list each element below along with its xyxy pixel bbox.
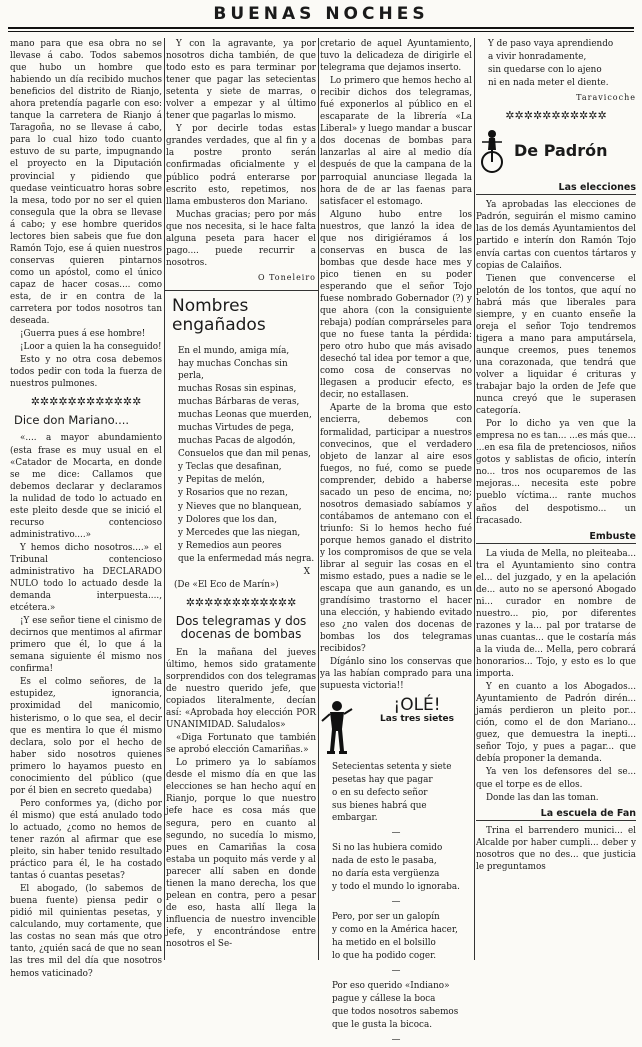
paragraph: Pero conformes ya, (dicho por él mismo) que está anulado todo lo actuado, ¿como no hemos de tener razón al afirmar que ese pleito, sin haber tenido resultado práctico para él, le ha costado tantas ó cuantas pesetas? <box>10 798 162 882</box>
divider <box>164 290 318 291</box>
subsection-heading: Embuste <box>476 531 636 544</box>
poem-line: y Mercedes que las niegan, <box>178 527 301 538</box>
section-title: De Padrón <box>514 141 608 161</box>
column-3 <box>320 38 472 1046</box>
poem-line: muchas Rosas sin espinas, <box>178 384 297 395</box>
column-divider <box>474 38 475 960</box>
paragraph: Lo primero que hemos hecho al recibir dichos dos telegramas, fué exponerlos al público en el escaparate de la librería «La Liberal» y luego mandar a buscar dos docenas de bombas para lanzarlas al aire al medio día después de que la campana de la parroquial anunciase llegada la hora de de ar las faenas para satisfacer el estomago. <box>320 76 472 207</box>
article-heading: Nombres engañados <box>172 295 266 335</box>
poem-line: nada de esto le pasaba, <box>332 855 437 866</box>
paragraph: Dígánlo sino los conservas que ya las habían comprado para una supuesta victoria!! <box>320 657 472 692</box>
poem-line: muchas Virtudes de pega, <box>178 423 294 434</box>
poem-end-mark: X <box>303 566 310 577</box>
stanza-dash: — <box>391 966 401 977</box>
article-heading: Dice don Mariano.... <box>14 413 130 428</box>
poem <box>476 38 636 89</box>
paragraph: «.... a mayor abundamiento (esta frase es muy usual en el «Catador de Mocarta, en donde se me dice: Callamos que debemos declarar y declaramos la nulidad de todo lo actuado en este pleito desde que se inició el recurso contencioso administrativo....» <box>10 433 162 540</box>
section-header <box>476 128 636 174</box>
poem-line: muchas Pacas de algodón, <box>178 436 296 447</box>
poem-line: Por eso querido «Indiano» <box>332 981 450 992</box>
paragraph: En la mañana del jueves último, hemos sido gratamente sorprendidos con dos telegramas de nuestro querido jefe, que copiados literalmente, decían así: «Aprobada hoy elección POR UNANIMIDAD. Saludalos» <box>166 647 316 731</box>
paragraph: Y hemos dicho nosotros....» el Tribunal contencioso administrativo ha DECLARADO NULO todo lo actuado desde la demanda interpuesta...., etcétera.» <box>10 542 162 614</box>
ole-subtitle: Las tres sietes <box>380 713 454 724</box>
poem-line: muchas Bárbaras de veras, <box>178 397 300 408</box>
dancer-figure-icon <box>320 699 354 757</box>
paragraph: Esto y no otra cosa debemos todos pedir con toda la fuerza de nuestros pulmones. <box>10 355 162 390</box>
poem-line: Consuelos que dan mil penas, <box>178 449 311 460</box>
paragraph: Ya aprobadas las elecciones de Padrón, seguirán el mismo camino las de los demás Ayuntamientos del partido e interín don Ramón Tojo envía cartas con cuentos tártaros y copias de Calaiños. <box>476 200 636 271</box>
paragraph: ¡Guerra pues á ese hombre! <box>20 329 146 340</box>
paragraph: Lo primero ya lo sabíamos desde el mismo día en que las elecciones se han hecho aquí en Rianjo, porque lo que nuestro jefe hace es cosa más que segura, pero en cuanto al segundo, no sucedía lo mismo, pues en Camariñas la cosa estaba un poquito más verde y al parecer allí saben en donde tienen la mano derecha, los que pelean en contra, pero a pesar de eso, hasta allí llega la influencia de nuestro invencible jefe, y encontrándose entre nosotros el Se- <box>166 758 316 949</box>
poem-line: y Nieves que no blanquean, <box>178 501 302 512</box>
paragraph: Y en cuanto a los Abogados... Ayuntamiento de Padrón dirén... jamás perdieron un pleito por... ción, como el de don Mariano... guez, que demuestra la inepti... señor Tojo, y pues a pagar... que debía proponer la demanda. <box>476 682 636 765</box>
paragraph: Y por decirle todas estas grandes verdades, que al fin y a la postre pronto serán confirmadas oficialmente y el público podrá enterarse por escrito esto, repetimos, nos llama embusteros don Mariano. <box>166 124 316 207</box>
paragraph: ¡Loor a quien la ha conseguido! <box>20 342 162 353</box>
stanza-dash: — <box>391 897 401 907</box>
poem-line: y Rosarios que no rezan, <box>178 488 288 499</box>
poem-line: y Pepitas de melón, <box>178 475 265 486</box>
paragraph: «Diga Fortunato que también se aprobó elección Camariñas.» <box>166 733 316 756</box>
masthead-rule-thin <box>8 31 634 32</box>
masthead <box>0 0 642 38</box>
signature: Taravicoche <box>576 93 636 103</box>
signature: O Toneleiro <box>257 272 316 282</box>
poem-line: a vivir honradamente, <box>488 52 587 63</box>
poem-line: pague y cállese la boca <box>332 994 436 1005</box>
subsection-heading: La escuela de Fan <box>476 808 636 821</box>
paragraph: Muchas gracias; pero por más que nos necesita, si le hace falta alguna peseta para hacer el pago.... puede recurrir a nosotros. <box>166 209 316 268</box>
paragraph: mano para que esa obra no se llevase á cabo. Todos sabemos que hubo un hombre que habiendo un día recibido muchos beneficios del distrito de Rianjo, ahora pretendía pagarle con eso: tanque la carretera de Rianjo á Taragoña, no se llevase á cabo, para lo cual hizo todo cuanto estuvo de su parte, impugnando el proyecto en la Diputación provincial y pidiendo que quedase veinticuatro horas sobre la mesa, todo por no ser el quien consegula que la obra se llevase á cabo; y ese hombre queridos lectores bien sabeis que fue don Ramón Tojo, ese á quien nuestros conservas quieren pintarnos como un apóstol, como el único capaz de hacer cosas.... como esta, de ir en contra de la carretera por todos nosotros tan deseada. <box>10 39 162 327</box>
poem-line: Y de paso vaya aprendiendo <box>488 39 614 49</box>
ole-header <box>320 694 472 757</box>
poem-line: sus bienes habrá que embargar. <box>332 800 427 823</box>
subsection-heading: Las elecciones <box>476 182 636 195</box>
poem-line: y Dolores que los dan, <box>178 514 278 525</box>
column-divider <box>164 38 165 960</box>
poem <box>320 761 472 1047</box>
column-1 <box>10 38 162 979</box>
poem-line: y todo el mundo lo ignoraba. <box>332 881 460 892</box>
paragraph: Tienen que convencerse el pelotón de los tontos, que aquí no habrá más que liberales para siempre, y en cuanto enseñe la oreja el señor Tojo tendremos tigera a mano para amputársela, aunque creemos, pues tenemos una corazonada, que tendrá que volver a liquidar é crituras y trabajar bajo la orden de Jefe que nunca creyó que le superasen categoría. <box>476 273 636 417</box>
ole-title: ¡OLÉ! <box>393 694 441 715</box>
paragraph: Trina el barrendero munici... el Alcalde por haber cumpli... deber y nosotros que no des... que justicia le preguntamos <box>476 825 636 872</box>
paragraph: Donde las dan las toman. <box>486 792 599 803</box>
poem-source: (De «El Eco de Marín») <box>174 579 279 590</box>
paragraph: El abogado, (lo sabemos de buena fuente) piensa pedir o pidió mil quinientas pesetas, y calculando, muy cortamente, que las costas no sean más que otro tanto, ¿quién sacá de que no sean las tres mil del día que nosotros hemos vaticinado? <box>10 884 162 979</box>
poem-line: Pero, por ser un galopín <box>332 912 440 923</box>
cyclist-figure-icon <box>476 128 508 174</box>
poem-line: y como en la América hacer, <box>332 925 458 936</box>
poem-line: hay muchas Conchas sin perla, <box>178 358 288 382</box>
paragraph: Y con la agravante, ya por nosotros dicha también, de que todo esto es para terminar por tener que pagar las setecientas setenta y siete de marras, o volver a empezar y al último tener que pagarlas lo mismo. <box>166 39 316 122</box>
poem-line: lo que ha podido coger. <box>332 951 437 962</box>
ornament-border: ✲✲✲✲✲✲✲✲✲✲✲ <box>505 109 607 123</box>
paragraph: Ya ven los defensores del se... que el torpe es de ellos. <box>476 767 636 790</box>
poem-line: sin quedarse con lo ajeno <box>488 65 602 76</box>
poem-line: que la enfermedad más negra. <box>178 553 315 564</box>
column-divider <box>318 38 319 960</box>
poem-line: que todos nosotros sabemos <box>332 1007 459 1018</box>
paragraph: Alguno hubo entre los nuestros, que lanzó la idea de que nos dirigiéramos á los conservas en busca de las bombas que desde hace mes y pico tienen en su poder esperando que el señor Tojo fuese nombrado Gobernador (?) y que ahora (con la consiguiente rebaja) podían comprárseles para que no fuese tanta la pérdida: pero otro hubo que más avisado desechó tal idea por temor a que, como cosa de conservas no llegasen a producir efecto, es decir, no estallasen. <box>320 209 472 401</box>
poem-line: y Teclas que desafinan, <box>178 462 282 473</box>
poem-line: que le gusta la bicoca. <box>332 1020 432 1031</box>
column-4 <box>476 38 636 960</box>
poem-line: pesetas hay que pagar <box>332 774 433 785</box>
poem-line: ni en nada meter el diente. <box>488 78 609 89</box>
poem-line: En el mundo, amiga mía, <box>178 345 290 356</box>
paragraph: cretario de aquel Ayuntamiento, tuvo la delicadeza de dirigirle el telegrama que dejamos inserto. <box>320 39 472 74</box>
ornament-border: ✲✲✲✲✲✲✲✲✲✲✲✲ <box>30 395 142 409</box>
poem-line: no daría esta vergüenza <box>332 868 440 879</box>
paragraph: Aparte de la broma que esto encierra, debemos con formalidad, participar a nuestros convecinos, que el verdadero objeto de lanzar al aire esos fuegos, no fué, como se puede comprender, debido a haberse sacado un peso de encima, no; nosotros demasiado sabíamos y contábamos de antemano con el triunfo: Si lo hemos hecho fué porque hemos ganado el distrito y los compromisos de que se vela librar al seguir las cosas en el mismo estado, pues a nadie se le escapa que aun ganando, es un grandísimo trastorno el hacer una elección, y habiendo evitado eso ¿no valen dos docenas de bombas los dos telegramas recibidos? <box>320 403 472 655</box>
poem-line: o en su defecto señor <box>332 787 428 798</box>
masthead-rule <box>8 27 634 29</box>
poem-line: Si no las hubiera comido <box>332 842 443 853</box>
poem-line: ha metido en el bolsillo <box>332 938 436 949</box>
column-2 <box>166 38 316 960</box>
poem-line: y Remedios aun peores <box>178 540 282 551</box>
ornament-border: ✲✲✲✲✲✲✲✲✲✲✲✲ <box>185 595 297 609</box>
poem-line: muchas Leonas que muerden, <box>178 410 312 421</box>
stanza-dash: — <box>391 827 401 838</box>
masthead-title: BUENAS NOCHES <box>213 4 429 24</box>
paragraph: ¡Y ese señor tiene el cinismo de decirnos que mentimos al afirmar primero que él, lo que á la semana siguiente él mismo nos confirma! <box>10 616 162 675</box>
paragraph: Por lo dicho ya ven que la empresa no es tan... ...es más que... ...en esa fila de pretenciosos, niños gotos y sablistas de oficio, interín no... tros nos ocuparemos de las mejoras... necesita este pobre pueblo víctima... rante muchos años del despotismo... un fracasado. <box>476 419 636 526</box>
poem <box>166 345 316 565</box>
paragraph: Es el colmo señores, de la estupidez, ignorancia, proximidad del manicomio, histerismo, o lo que sea, el decir que es mentira lo que él mismo declara, solo por el hecho de haber sido nosotros quienes primero lo hayamos puesto en conocimiento del público (que por él bien en secreto quedaba) <box>10 677 162 796</box>
poem-line: Setecientas setenta y siete <box>332 761 452 772</box>
article-heading: Dos telegramas y dos docenas de bombas <box>175 613 307 641</box>
stanza-dash: — <box>391 1035 401 1046</box>
paragraph: La viuda de Mella, no pleiteaba... tra el Ayuntamiento sino contra el... del juzgado, y en la apelación de... auto no se apersonó Abogado ni... curador en nombre de nuestro... pio, por diferentes razones y la... pal por tratarse de unas cuantas... que le costaría más a la viuda de... Mella, pero cobrará honorarios... Tojo, y esto es lo que importa. <box>476 548 636 680</box>
